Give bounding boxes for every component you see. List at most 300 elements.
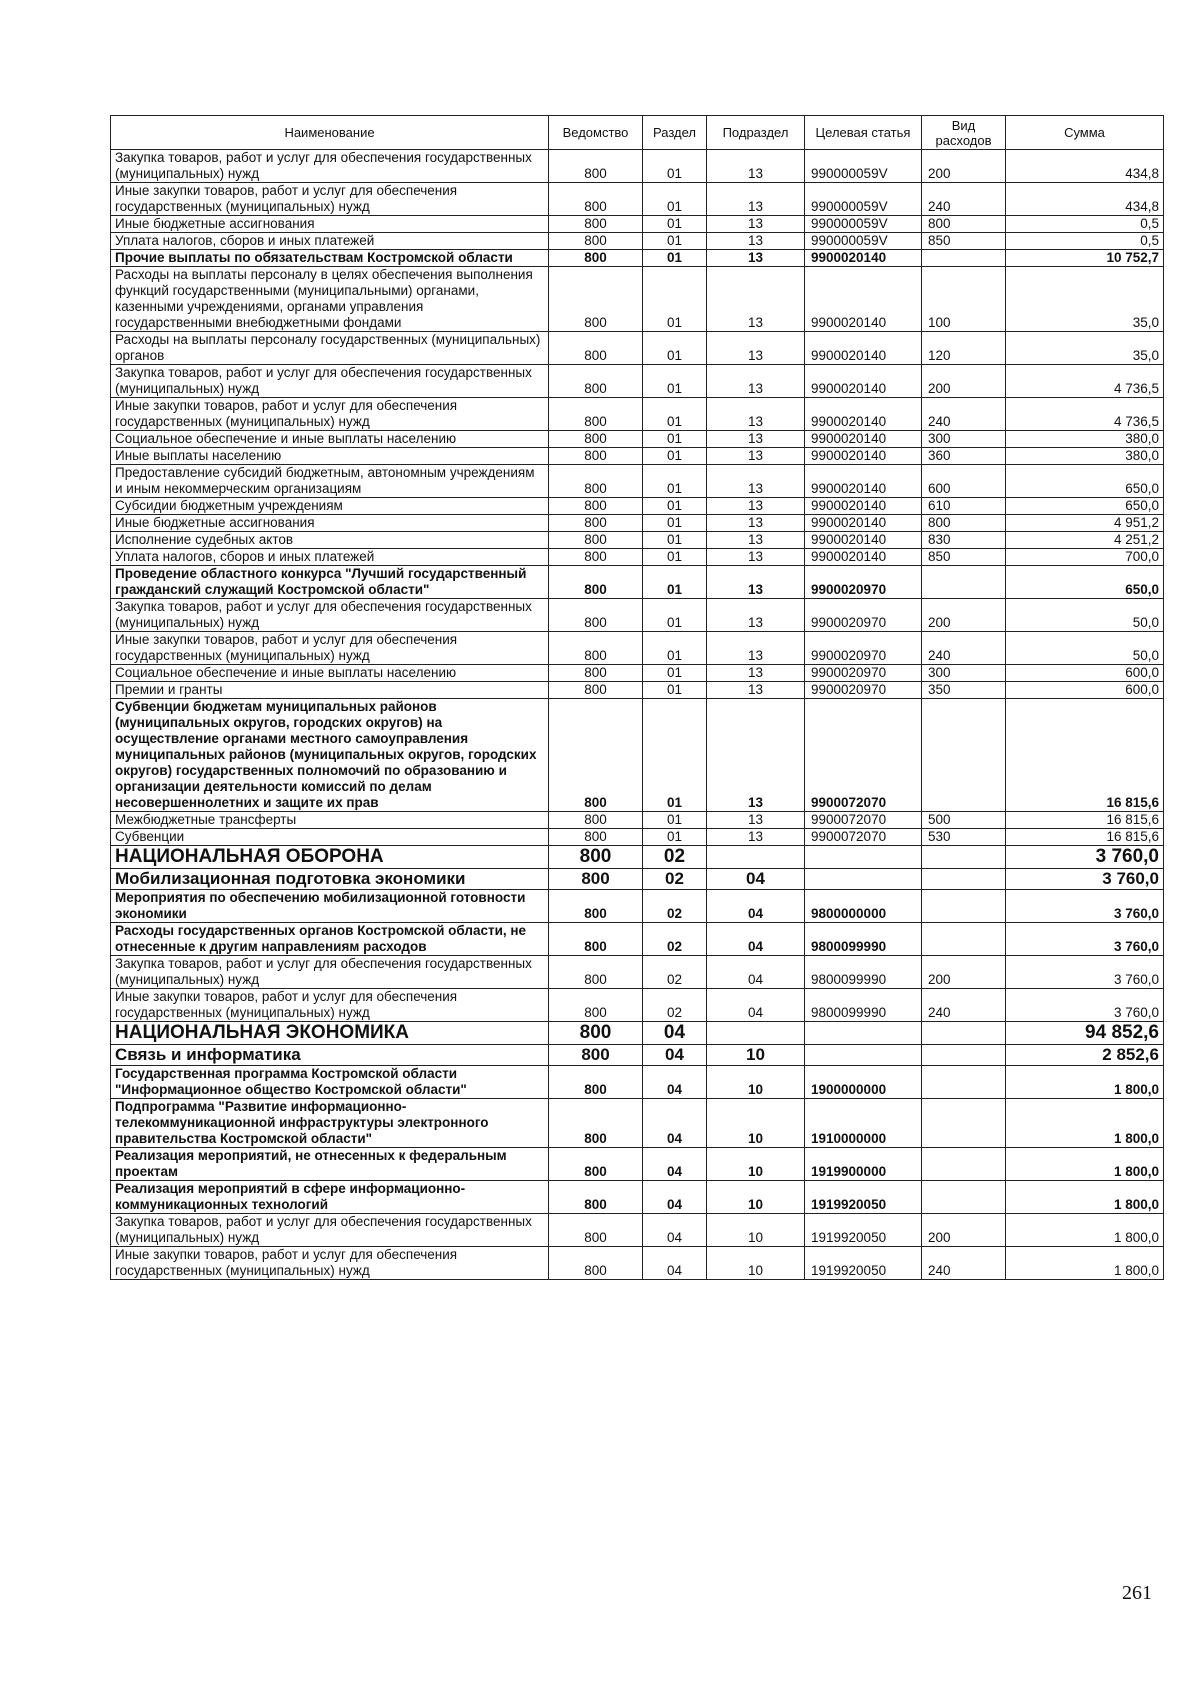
cell-vedomstvo: 800 [549,1099,643,1148]
table-row [111,365,1164,398]
cell-razdel: 01 [643,566,707,599]
cell-sum: 50,0 [1006,599,1164,632]
table-row [111,989,1164,1022]
cell-target: 990000059V [805,233,922,250]
table-row [111,448,1164,465]
cell-vedomstvo: 800 [549,233,643,250]
header-summa: Сумма [1006,116,1164,150]
cell-sum: 3 760,0 [1006,989,1164,1022]
cell-vid: 240 [922,632,1006,665]
cell-target: 1900000000 [805,1066,922,1099]
cell-razdel: 01 [643,549,707,566]
cell-name: Проведение областного конкурса "Лучший государственный гражданский служащий Костромской области" [111,566,549,599]
cell-razdel: 01 [643,365,707,398]
cell-razdel: 02 [643,956,707,989]
cell-vid [922,1066,1006,1099]
table-row [111,216,1164,233]
cell-podrazdel: 13 [707,549,805,566]
cell-podrazdel: 13 [707,448,805,465]
table-row [111,699,1164,812]
cell-vedomstvo: 800 [549,448,643,465]
cell-razdel: 01 [643,233,707,250]
cell-vid: 240 [922,183,1006,216]
cell-name: Уплата налогов, сборов и иных платежей [111,549,549,566]
cell-razdel: 04 [643,1247,707,1280]
table-row [111,267,1164,332]
cell-vid [922,869,1006,890]
cell-vedomstvo: 800 [549,890,643,923]
cell-name: Расходы на выплаты персоналу государственных (муниципальных) органов [111,332,549,365]
cell-vedomstvo: 800 [549,532,643,549]
cell-target: 9900020140 [805,465,922,498]
cell-vedomstvo: 800 [549,267,643,332]
cell-target: 9900020140 [805,448,922,465]
cell-podrazdel: 10 [707,1066,805,1099]
cell-name: Иные закупки товаров, работ и услуг для обеспечения государственных (муниципальных) нужд [111,989,549,1022]
cell-sum: 4 736,5 [1006,398,1164,431]
cell-razdel: 01 [643,632,707,665]
cell-sum: 700,0 [1006,549,1164,566]
cell-vedomstvo: 800 [549,498,643,515]
cell-podrazdel: 13 [707,398,805,431]
table-row [111,183,1164,216]
table-row [111,665,1164,682]
cell-vid [922,846,1006,869]
cell-vedomstvo: 800 [549,431,643,448]
cell-sum: 600,0 [1006,665,1164,682]
cell-podrazdel [707,1022,805,1045]
cell-vid: 200 [922,599,1006,632]
cell-name: Подпрограмма "Развитие информационно-телекоммуникационной инфраструктуры электронного правительства Костромской области" [111,1099,549,1148]
cell-razdel: 04 [643,1045,707,1066]
table-row [111,566,1164,599]
cell-vedomstvo: 800 [549,682,643,699]
cell-name: Иные закупки товаров, работ и услуг для обеспечения государственных (муниципальных) нужд [111,398,549,431]
cell-target: 9900072070 [805,699,922,812]
cell-target: 1919920050 [805,1181,922,1214]
cell-vedomstvo: 800 [549,1214,643,1247]
cell-sum: 35,0 [1006,267,1164,332]
cell-sum: 4 736,5 [1006,365,1164,398]
cell-razdel: 01 [643,812,707,829]
cell-podrazdel: 04 [707,956,805,989]
cell-vid: 610 [922,498,1006,515]
cell-vid: 200 [922,365,1006,398]
cell-vid: 240 [922,1247,1006,1280]
cell-razdel: 04 [643,1148,707,1181]
cell-razdel: 01 [643,448,707,465]
cell-name: Субвенции [111,829,549,846]
cell-podrazdel: 10 [707,1214,805,1247]
cell-target: 9900020140 [805,332,922,365]
cell-vid: 300 [922,431,1006,448]
cell-podrazdel: 13 [707,267,805,332]
cell-target: 9900072070 [805,829,922,846]
cell-podrazdel: 04 [707,923,805,956]
cell-target: 9900020970 [805,665,922,682]
table-row [111,465,1164,498]
cell-vedomstvo: 800 [549,923,643,956]
cell-vid: 120 [922,332,1006,365]
cell-podrazdel: 13 [707,216,805,233]
cell-vid: 200 [922,956,1006,989]
header-vid: Вид расходов [922,116,1006,150]
header-name: Наименование [111,116,549,150]
cell-vid: 800 [922,216,1006,233]
cell-name: Прочие выплаты по обязательствам Костромской области [111,250,549,267]
cell-razdel: 01 [643,498,707,515]
cell-name: Иные закупки товаров, работ и услуг для обеспечения государственных (муниципальных) нужд [111,183,549,216]
cell-podrazdel: 13 [707,233,805,250]
cell-sum: 650,0 [1006,566,1164,599]
cell-razdel: 02 [643,846,707,869]
cell-razdel: 01 [643,398,707,431]
table-row [111,250,1164,267]
cell-target: 9800099990 [805,956,922,989]
cell-razdel: 01 [643,665,707,682]
cell-vedomstvo: 800 [549,398,643,431]
cell-vedomstvo: 800 [549,1045,643,1066]
budget-table [110,115,1164,1280]
cell-vedomstvo: 800 [549,150,643,183]
cell-podrazdel: 13 [707,812,805,829]
cell-name: Реализация мероприятий в сфере информационно-коммуникационных технологий [111,1181,549,1214]
cell-vedomstvo: 800 [549,515,643,532]
table-row [111,1247,1164,1280]
cell-razdel: 01 [643,267,707,332]
table-row [111,869,1164,890]
header-vedomstvo: Ведомство [549,116,643,150]
cell-podrazdel: 13 [707,829,805,846]
cell-target: 990000059V [805,183,922,216]
cell-target: 9900020140 [805,365,922,398]
cell-sum: 3 760,0 [1006,846,1164,869]
cell-target: 9900020140 [805,515,922,532]
cell-target: 990000059V [805,216,922,233]
cell-sum: 4 951,2 [1006,515,1164,532]
cell-sum: 380,0 [1006,448,1164,465]
cell-sum: 650,0 [1006,498,1164,515]
cell-target [805,846,922,869]
cell-vedomstvo: 800 [549,183,643,216]
table-row [111,150,1164,183]
cell-name: Предоставление субсидий бюджетным, автономным учреждениям и иным некоммерческим организациям [111,465,549,498]
cell-sum: 1 800,0 [1006,1066,1164,1099]
cell-sum: 3 760,0 [1006,890,1164,923]
table-row [111,1214,1164,1247]
cell-podrazdel: 04 [707,890,805,923]
cell-vedomstvo: 800 [549,1066,643,1099]
cell-razdel: 04 [643,1099,707,1148]
cell-vedomstvo: 800 [549,250,643,267]
cell-target: 9900020140 [805,549,922,566]
cell-sum: 50,0 [1006,632,1164,665]
cell-vid [922,1099,1006,1148]
table-row [111,1022,1164,1045]
cell-target: 9900020140 [805,267,922,332]
table-body [111,150,1164,1280]
cell-podrazdel: 13 [707,566,805,599]
table-row [111,549,1164,566]
cell-vedomstvo: 800 [549,812,643,829]
cell-target: 1919920050 [805,1247,922,1280]
table-row [111,1045,1164,1066]
cell-vedomstvo: 800 [549,566,643,599]
cell-razdel: 01 [643,532,707,549]
table-row [111,682,1164,699]
cell-vid: 500 [922,812,1006,829]
cell-sum: 35,0 [1006,332,1164,365]
cell-razdel: 01 [643,682,707,699]
cell-podrazdel: 13 [707,183,805,216]
cell-target: 9900020140 [805,250,922,267]
cell-target: 9900020970 [805,632,922,665]
cell-sum: 434,8 [1006,150,1164,183]
cell-sum: 10 752,7 [1006,250,1164,267]
cell-sum: 434,8 [1006,183,1164,216]
cell-vid [922,1045,1006,1066]
cell-name: Уплата налогов, сборов и иных платежей [111,233,549,250]
cell-name: НАЦИОНАЛЬНАЯ ЭКОНОМИКА [111,1022,549,1045]
cell-vid: 600 [922,465,1006,498]
cell-podrazdel: 04 [707,869,805,890]
cell-sum: 3 760,0 [1006,923,1164,956]
cell-razdel: 04 [643,1066,707,1099]
cell-podrazdel: 13 [707,665,805,682]
cell-vid: 240 [922,989,1006,1022]
cell-target: 9900072070 [805,812,922,829]
cell-sum: 94 852,6 [1006,1022,1164,1045]
table-row [111,233,1164,250]
cell-podrazdel: 13 [707,498,805,515]
cell-vid: 200 [922,150,1006,183]
cell-sum: 1 800,0 [1006,1214,1164,1247]
cell-sum: 600,0 [1006,682,1164,699]
cell-podrazdel: 13 [707,150,805,183]
cell-sum: 650,0 [1006,465,1164,498]
cell-name: Социальное обеспечение и иные выплаты населению [111,431,549,448]
cell-vid: 240 [922,398,1006,431]
cell-razdel: 04 [643,1214,707,1247]
cell-vedomstvo: 800 [549,1247,643,1280]
cell-vid [922,890,1006,923]
cell-target: 9900020970 [805,599,922,632]
cell-vid [922,1022,1006,1045]
cell-vid [922,1148,1006,1181]
cell-vedomstvo: 800 [549,665,643,682]
cell-vid: 100 [922,267,1006,332]
cell-vid: 200 [922,1214,1006,1247]
cell-vid: 360 [922,448,1006,465]
cell-target [805,1022,922,1045]
cell-target: 1919920050 [805,1214,922,1247]
cell-podrazdel: 10 [707,1045,805,1066]
cell-sum: 1 800,0 [1006,1247,1164,1280]
cell-vedomstvo: 800 [549,829,643,846]
cell-target [805,1045,922,1066]
cell-razdel: 04 [643,1181,707,1214]
cell-vid [922,1181,1006,1214]
cell-name: Иные бюджетные ассигнования [111,216,549,233]
cell-razdel: 01 [643,515,707,532]
cell-name: Закупка товаров, работ и услуг для обеспечения государственных (муниципальных) нужд [111,150,549,183]
cell-podrazdel: 13 [707,532,805,549]
cell-razdel: 01 [643,431,707,448]
cell-sum: 4 251,2 [1006,532,1164,549]
cell-name: Расходы на выплаты персоналу в целях обеспечения выполнения функций государственными (муниципальными) органами, казенными учреждениями, органами управления государственными внебюджетными фондами [111,267,549,332]
cell-razdel: 01 [643,829,707,846]
table-row [111,829,1164,846]
cell-name: Иные закупки товаров, работ и услуг для обеспечения государственных (муниципальных) нужд [111,632,549,665]
cell-sum: 0,5 [1006,233,1164,250]
cell-razdel: 01 [643,599,707,632]
cell-razdel: 02 [643,923,707,956]
table-row [111,599,1164,632]
cell-vid: 850 [922,233,1006,250]
cell-target: 9900020140 [805,498,922,515]
header-podrazdel: Подраздел [707,116,805,150]
cell-sum: 3 760,0 [1006,956,1164,989]
cell-target: 9900020140 [805,398,922,431]
cell-vedomstvo: 800 [549,846,643,869]
cell-vedomstvo: 800 [549,332,643,365]
cell-sum: 1 800,0 [1006,1181,1164,1214]
cell-vedomstvo: 800 [549,699,643,812]
cell-vid: 800 [922,515,1006,532]
cell-podrazdel: 13 [707,515,805,532]
cell-name: Премии и гранты [111,682,549,699]
cell-target: 9900020970 [805,566,922,599]
cell-podrazdel: 13 [707,332,805,365]
cell-vedomstvo: 800 [549,1022,643,1045]
cell-name: Мероприятия по обеспечению мобилизационной готовности экономики [111,890,549,923]
cell-name: НАЦИОНАЛЬНАЯ ОБОРОНА [111,846,549,869]
cell-sum: 16 815,6 [1006,699,1164,812]
cell-vedomstvo: 800 [549,216,643,233]
table-row [111,890,1164,923]
cell-razdel: 01 [643,699,707,812]
cell-razdel: 02 [643,869,707,890]
table-row [111,846,1164,869]
cell-vedomstvo: 800 [549,1148,643,1181]
cell-target: 1910000000 [805,1099,922,1148]
cell-podrazdel: 10 [707,1099,805,1148]
cell-name: Исполнение судебных актов [111,532,549,549]
cell-name: Мобилизационная подготовка экономики [111,869,549,890]
cell-sum: 0,5 [1006,216,1164,233]
cell-razdel: 02 [643,989,707,1022]
cell-podrazdel: 13 [707,365,805,398]
cell-podrazdel: 10 [707,1247,805,1280]
cell-name: Закупка товаров, работ и услуг для обеспечения государственных (муниципальных) нужд [111,599,549,632]
cell-podrazdel: 13 [707,632,805,665]
cell-razdel: 01 [643,250,707,267]
cell-vedomstvo: 800 [549,869,643,890]
cell-name: Реализация мероприятий, не отнесенных к федеральным проектам [111,1148,549,1181]
table-row [111,431,1164,448]
cell-name: Расходы государственных органов Костромской области, не отнесенные к другим направлениям расходов [111,923,549,956]
cell-target: 9900020140 [805,431,922,448]
cell-vid [922,923,1006,956]
table-row [111,1099,1164,1148]
cell-vid [922,250,1006,267]
cell-name: Государственная программа Костромской области "Информационное общество Костромской области" [111,1066,549,1099]
cell-razdel: 01 [643,465,707,498]
cell-name: Межбюджетные трансферты [111,812,549,829]
cell-sum: 16 815,6 [1006,829,1164,846]
cell-vid: 350 [922,682,1006,699]
cell-target [805,869,922,890]
cell-sum: 3 760,0 [1006,869,1164,890]
cell-razdel: 01 [643,150,707,183]
header-razdel: Раздел [643,116,707,150]
cell-target: 9800000000 [805,890,922,923]
cell-razdel: 01 [643,332,707,365]
cell-sum: 380,0 [1006,431,1164,448]
page-number: 261 [1122,1582,1152,1604]
cell-razdel: 01 [643,183,707,216]
cell-name: Закупка товаров, работ и услуг для обеспечения государственных (муниципальных) нужд [111,1214,549,1247]
table-row [111,812,1164,829]
cell-sum: 2 852,6 [1006,1045,1164,1066]
cell-name: Связь и информатика [111,1045,549,1066]
cell-podrazdel: 04 [707,989,805,1022]
table-row [111,532,1164,549]
cell-vid [922,699,1006,812]
cell-vid [922,566,1006,599]
header-tselevaya: Целевая статья [805,116,922,150]
cell-sum: 16 815,6 [1006,812,1164,829]
table-row [111,923,1164,956]
cell-target: 9800099990 [805,923,922,956]
cell-name: Иные выплаты населению [111,448,549,465]
cell-podrazdel: 10 [707,1181,805,1214]
cell-target: 9900020970 [805,682,922,699]
cell-target: 9800099990 [805,989,922,1022]
cell-vedomstvo: 800 [549,549,643,566]
cell-vid: 830 [922,532,1006,549]
cell-target: 9900020140 [805,532,922,549]
table-row [111,1148,1164,1181]
cell-name: Социальное обеспечение и иные выплаты населению [111,665,549,682]
cell-razdel: 02 [643,890,707,923]
cell-podrazdel: 13 [707,250,805,267]
cell-podrazdel: 10 [707,1148,805,1181]
cell-sum: 1 800,0 [1006,1148,1164,1181]
cell-name: Субсидии бюджетным учреждениям [111,498,549,515]
cell-vedomstvo: 800 [549,1181,643,1214]
cell-podrazdel: 13 [707,699,805,812]
cell-vid: 300 [922,665,1006,682]
cell-razdel: 01 [643,216,707,233]
table-row [111,498,1164,515]
cell-razdel: 04 [643,1022,707,1045]
cell-target: 1919900000 [805,1148,922,1181]
cell-vedomstvo: 800 [549,465,643,498]
cell-name: Закупка товаров, работ и услуг для обеспечения государственных (муниципальных) нужд [111,956,549,989]
table-row [111,515,1164,532]
cell-podrazdel: 13 [707,431,805,448]
cell-podrazdel: 13 [707,599,805,632]
table-row [111,1066,1164,1099]
cell-vid: 530 [922,829,1006,846]
table-header-row [111,116,1164,150]
cell-podrazdel: 13 [707,465,805,498]
table-row [111,956,1164,989]
cell-sum: 1 800,0 [1006,1099,1164,1148]
cell-vedomstvo: 800 [549,632,643,665]
cell-vedomstvo: 800 [549,599,643,632]
